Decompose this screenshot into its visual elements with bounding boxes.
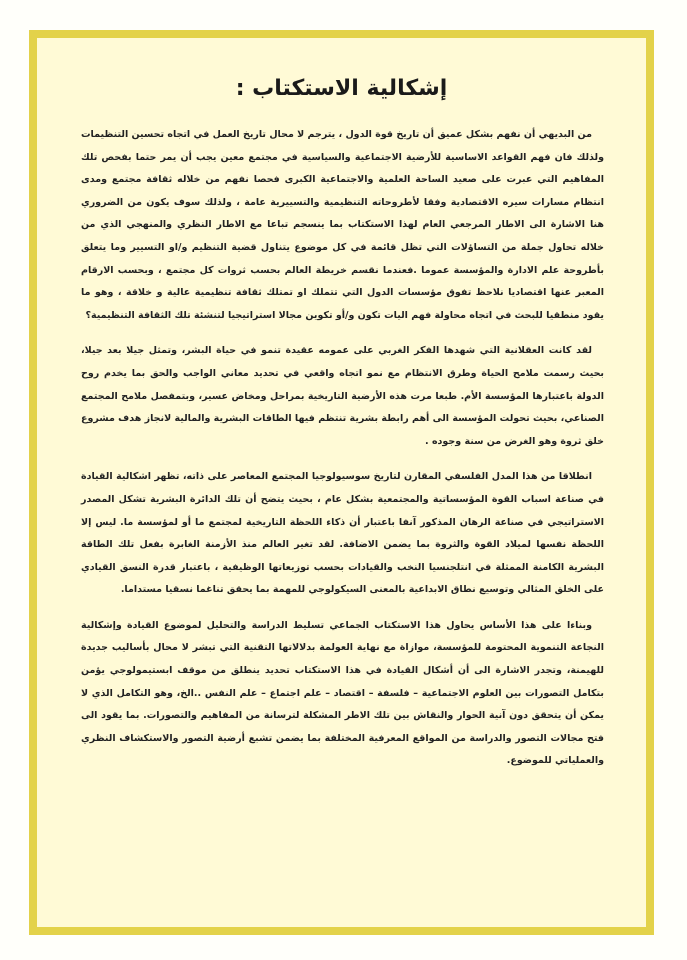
paragraph-3: انطلاقا من هذا المدل الفلسفي المقارن لتاريخ سوسيولوجيا المجتمع المعاصر على ذاته، تظهر اشكالية القيادة في صناعة اسباب القوة المؤسساتية والمجتمعية بشكل عام ، بحيث يتضح أن تلك الدائرة البشرية تشكل المصدر الاستراتيجي في صناعة الرهان المذكور آنفا باعتبار أن ذكاء اللحظة التاريخية لمجتمع ما أو لمؤسسة ما. ليس إلا اللحظة نفسها لميلاد القوة والثروة بما يضمن الاضافة. لقد تغير العالم منذ الأزمنة الغابرة بفعل تلك الطاقة البشرية الكامنة الممثلة في انتلجنسيا النخب والقيادات بحسب توزيعاتها الوظيفية ، باعتبار قدرة النسق القيادي على الخلق المثالي وتوسيع نطاق الابداعية بالمعنى السيكولوجي للمهمة بما يحقق تناغما نسقيا مستداما. [81,471,604,596]
paragraph-4: وبناءا على هذا الأساس يحاول هذا الاستكتاب الجماعي تسليط الدراسة والتحليل لموضوع القيادة وإشكالية النجاعة التنموية المحتومة للمؤسسة، موازاة مع نهاية العولمة بدلالاتها التقنية التي تبشر لا محال بأساليب جديدة للهيمنة، وتجدر الاشارة الى أن أشكال القيادة في هذا الاستكتاب تحديد ينطلق من موقف ابستيمولوجي يؤمن بتكامل التصورات بين العلوم الاجتماعية – فلسفة – اقتصاد – علم اجتماع – علم النفس ..الخ، وهو التكامل الذي لا يمكن أن يتحقق دون آنية الحوار والنقاش بين تلك الاطر المشكلة لترسانة من المفاهيم والتصورات. بما يقود الى فتح مجالات التصور والدراسة من المواقع المعرفية المختلفة بما يضمن تشبع أرضية التصور والاستكشاف النظري والعملياتي للموضوع. [81,619,604,767]
page-title: إشكالية الاستكتاب : [235,76,448,101]
paragraph-1: من البديهي أن نفهم بشكل عميق أن تاريخ قوة الدول ، يترجم لا محال تاريخ العمل في اتجاه تحسين التنظيمات ولذلك فان فهم القواعد الاساسية للأرضية الاجتماعية والسياسية في مجتمع معين يجب أن يمر حتما بفحص تلك المفاهيم التي عبرت على صعيد الساحة العلمية والاجتماعية الكبرى فحصا نفهم من خلاله ثقافة مجتمع ومدى انتظام مسارات سيره الاقتصادية وفقا لأطروحاته التنظيمية والتسييرية عامة ، ولذلك سوف يكون من الضروري هنا الاشارة الى الاطار المرجعي العام لهذا الاستكتاب بما ينسجم تباعا مع الاطار النظري والمنهجي الذي من خلاله تحاول جملة من التساؤلات التي تظل قائمة في كل موضوع يتناول قضية التنظيم و/او التسيير وما يتعلق بأطروحة علم الادارة والمؤسسة عموما .فعندما نقسم خريطة العالم بحسب ثروات كل مجتمع ، وبحسب الارقام المعبر عنها اقتصاديا نلاحظ تفوق مؤسسات الدول التي تتملك او تمتلك ثقافة تنظيمية عالية و خلاقة ، وهو ما يقود منطقيا للبحث في اتجاه محاولة فهم اليات تكون و/أو تكوين مجالا استراتيجيا لتنشئة تلك الثقافة التنظيمية؟ [81,129,604,321]
page-border-frame [29,30,654,935]
article-body [81,124,604,786]
paragraph-2: لقد كانت العقلانية التي شهدها الفكر الغربي على عمومه عقيدة تنمو في حياة البشر، وتمثل جيلا بعد جيلا، بحيث رسمت ملامح الحياة وطرق الانتظام مع نمو اتجاه واقعي في تحديد معاني الواجب والحق بما يخدم روح الدولة باعتبارها المؤسسة الأم. طبعا مرت هذه الأرضية التاريخية بمراحل ومخاض عسير، وبتمفصل ملامح المجتمع الصناعي، بحيث تحولت المؤسسة الى أهم رابطة بشرية تنتظم فيها الطاقات البشرية والمالية لانجاز هدف مشروع خلق ثروة وهو الغرض من سنة وجوده . [81,345,604,447]
